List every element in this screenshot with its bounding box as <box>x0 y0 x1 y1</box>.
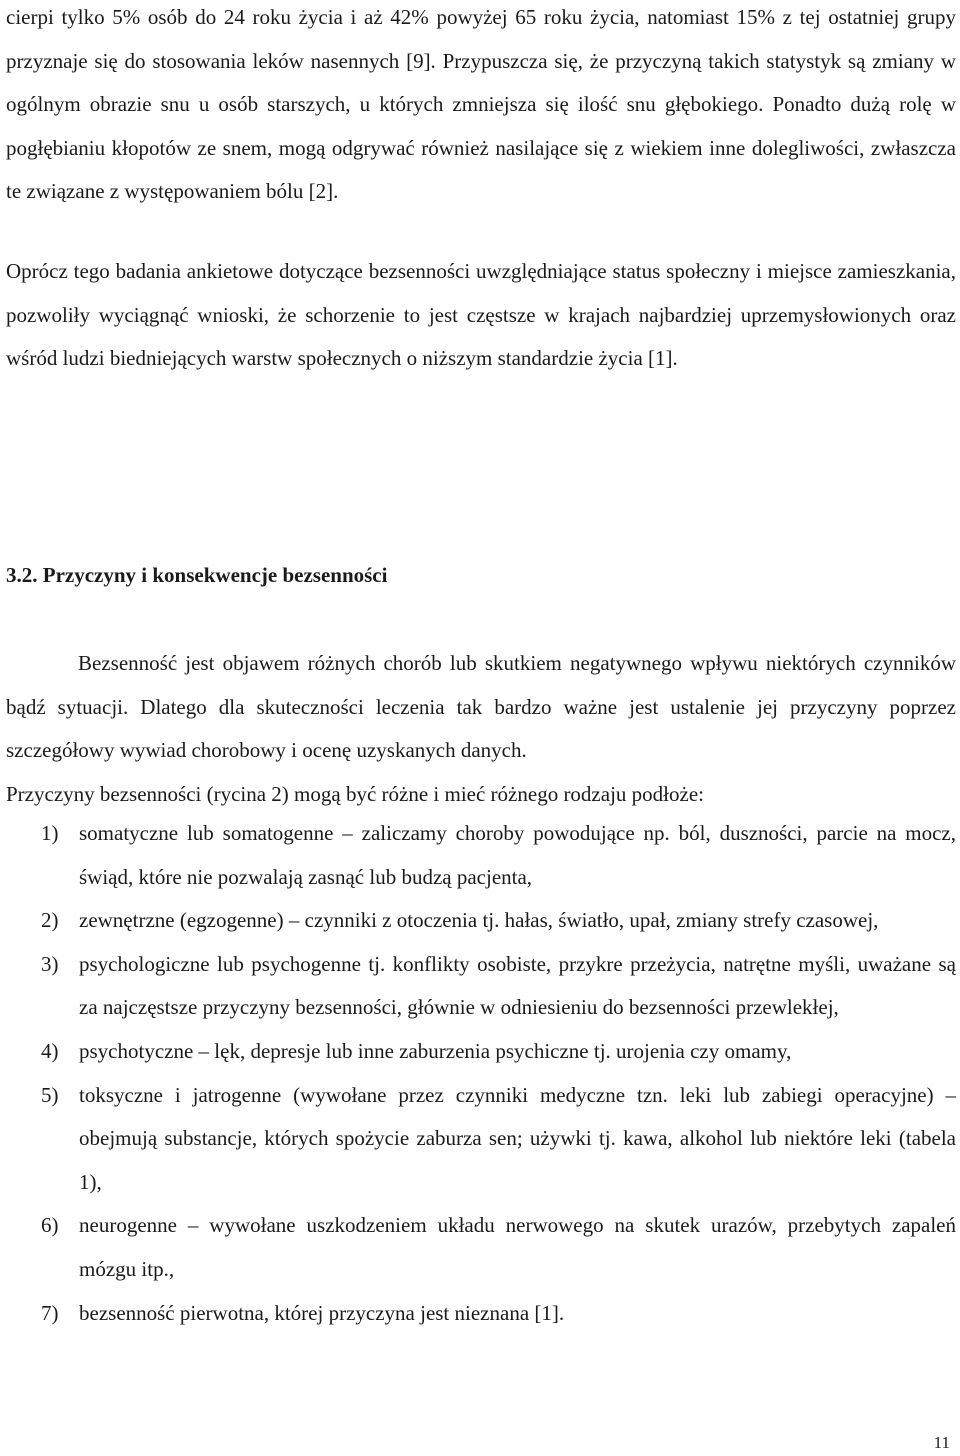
list-item-text: somatyczne lub somatogenne – zaliczamy choroby powodujące np. ból, duszności, parcie na mocz, świąd, które nie pozwalają zasnąć lub budzą pacjenta, <box>79 821 956 889</box>
list-item-number: 6) <box>41 1213 59 1238</box>
list-item-text: psychotyczne – lęk, depresje lub inne zaburzenia psychiczne tj. urojenia czy omamy, <box>79 1038 792 1063</box>
document-page <box>6 0 956 1456</box>
list-intro: Przyczyny bezsenności (rycina 2) mogą być różne i mieć różnego rodzaju podłoże: <box>6 781 704 806</box>
list-item-number: 3) <box>41 951 59 976</box>
list-item <box>6 1204 956 1291</box>
list-item-text: zewnętrzne (egzogenne) – czynniki z otoczenia tj. hałas, światło, upał, zmiany strefy czasowej, <box>79 908 879 933</box>
list-item-number: 1) <box>41 821 59 845</box>
body-paragraph: Bezsenność jest objawem różnych chorób lub skutkiem negatywnego wpływu niektórych czynników bądź sytuacji. Dlatego dla skuteczności leczenia tak bardzo ważne jest ustalenie jej przyczyny poprzez szczegółowy wywiad chorobowy i ocenę uzyskanych danych. <box>6 651 956 763</box>
body-paragraph: cierpi tylko 5% osób do 24 roku życia i aż 42% powyżej 65 roku życia, natomiast 15% z tej ostatniej grupy przyznaje się do stosowania leków nasennych [9]. Przypuszcza się, że przyczyną takich statystyk są zmiany w ogólnym obrazie snu u osób starszych, u których zmniejsza się ilość snu głębokiego. Ponadto dużą rolę w pogłębianiu kłopotów ze snem, mogą odgrywać również nasilające się z wiekiem inne dolegliwości, zwłaszcza te związane z występowaniem bólu [2]. <box>6 5 956 204</box>
list-item-text: neurogenne – wywołane uszkodzeniem układu nerwowego na skutek urazów, przebytych zapaleń mózgu itp., <box>79 1213 956 1281</box>
list-item-number: 5) <box>41 1082 59 1107</box>
body-paragraph: Oprócz tego badania ankietowe dotyczące bezsenności uwzględniające status społeczny i miejsce zamieszkania, pozwoliły wyciągnąć wnioski, że schorzenie to jest częstsze w krajach najbardziej uprzemysłowionych oraz wśród ludzi biedniejących warstw społecznych o niższym standardzie życia [1]. <box>6 259 956 371</box>
list-item-number: 4) <box>41 1038 59 1063</box>
causes-list <box>6 812 956 1335</box>
page-number: 11 <box>933 1433 950 1452</box>
list-item <box>6 1074 956 1205</box>
list-item-text: psychologiczne lub psychogenne tj. konflikty osobiste, przykre przeżycia, natrętne myśli, uważane są za najczęstsze przyczyny bezsenności, głównie w odniesieniu do bezsenności przewlekłej, <box>79 951 956 1020</box>
list-item <box>6 943 956 1030</box>
list-item-text: bezsenność pierwotna, której przyczyna jest nieznana [1]. <box>79 1300 565 1325</box>
list-item-text: toksyczne i jatrogenne (wywołane przez czynniki medyczne tzn. leki lub zabiegi operacyjne) – obejmują substancje, których spożycie zaburza sen; używki tj. kawa, alkohol lub niektóre leki (tabela 1), <box>79 1082 956 1194</box>
list-item <box>6 1030 956 1074</box>
list-item <box>6 812 956 899</box>
list-item <box>6 899 956 943</box>
list-item <box>6 1292 956 1336</box>
section-content <box>6 642 956 816</box>
list-item-number: 2) <box>41 908 59 933</box>
section-heading: 3.2. Przyczyny i konsekwencje bezsenności <box>6 563 388 587</box>
list-item-number: 7) <box>41 1300 59 1325</box>
